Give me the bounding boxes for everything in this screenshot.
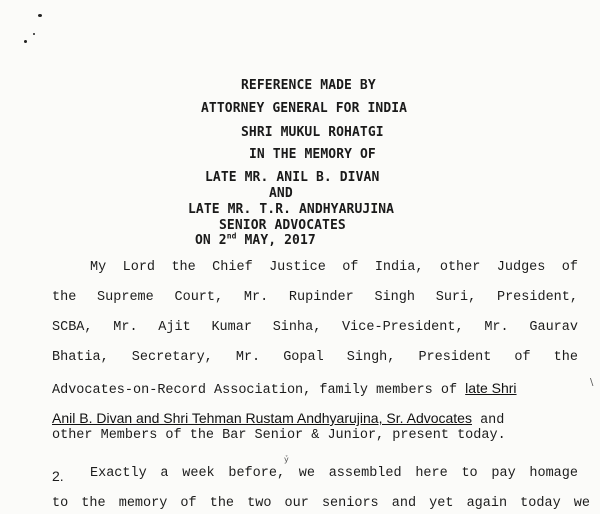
underlined-names: Anil B. Divan and Shri Tehman Rustam Andhyarujina, Sr. Advocates <box>52 410 472 426</box>
body-text: and <box>471 413 505 428</box>
underlined-name: late Shri <box>465 380 517 396</box>
heading-line-4: IN THE MEMORY OF <box>249 147 376 162</box>
body-line: My Lord the Chief Justice of India, other Judges of <box>90 260 578 275</box>
margin-mark: \ <box>590 377 594 388</box>
date-ordinal: nd <box>226 231 237 241</box>
heading-line-7: LATE MR. T.R. ANDHYARUJINA <box>188 202 395 217</box>
heading-date <box>195 233 316 248</box>
body-line: Bhatia, Secretary, Mr. Gopal Singh, President of the <box>52 350 578 365</box>
paragraph-number <box>52 468 64 486</box>
body-line: to the memory of the two our seniors and yet again today we <box>52 496 590 511</box>
body-line <box>52 380 517 398</box>
date-prefix: ON 2 <box>195 233 227 248</box>
body-line: the Supreme Court, Mr. Rupinder Singh Suri, President, <box>52 290 578 305</box>
heading-line-8: SENIOR ADVOCATES <box>219 218 346 233</box>
margin-mark: ỷ <box>284 455 289 464</box>
para-number-2: 2. <box>52 468 64 484</box>
heading-line-2: ATTORNEY GENERAL FOR INDIA <box>201 101 408 116</box>
heading-line-1: REFERENCE MADE BY <box>241 78 376 93</box>
body-line <box>52 410 504 428</box>
body-text: Advocates-on-Record Association, family members of <box>52 383 466 398</box>
heading-line-5: LATE MR. ANIL B. DIVAN <box>205 170 380 185</box>
scan-speck <box>24 40 27 43</box>
heading-line-3: SHRI MUKUL ROHATGI <box>241 125 384 140</box>
scan-speck <box>33 33 35 35</box>
date-suffix: MAY, 2017 <box>236 233 316 248</box>
heading-line-6: AND <box>269 186 293 201</box>
body-line: other Members of the Bar Senior & Junior, present today. <box>52 428 506 443</box>
body-line: Exactly a week before, we assembled here to pay homage <box>90 466 578 481</box>
body-line: SCBA, Mr. Ajit Kumar Sinha, Vice-President, Mr. Gaurav <box>52 320 578 335</box>
scan-speck <box>38 14 42 17</box>
